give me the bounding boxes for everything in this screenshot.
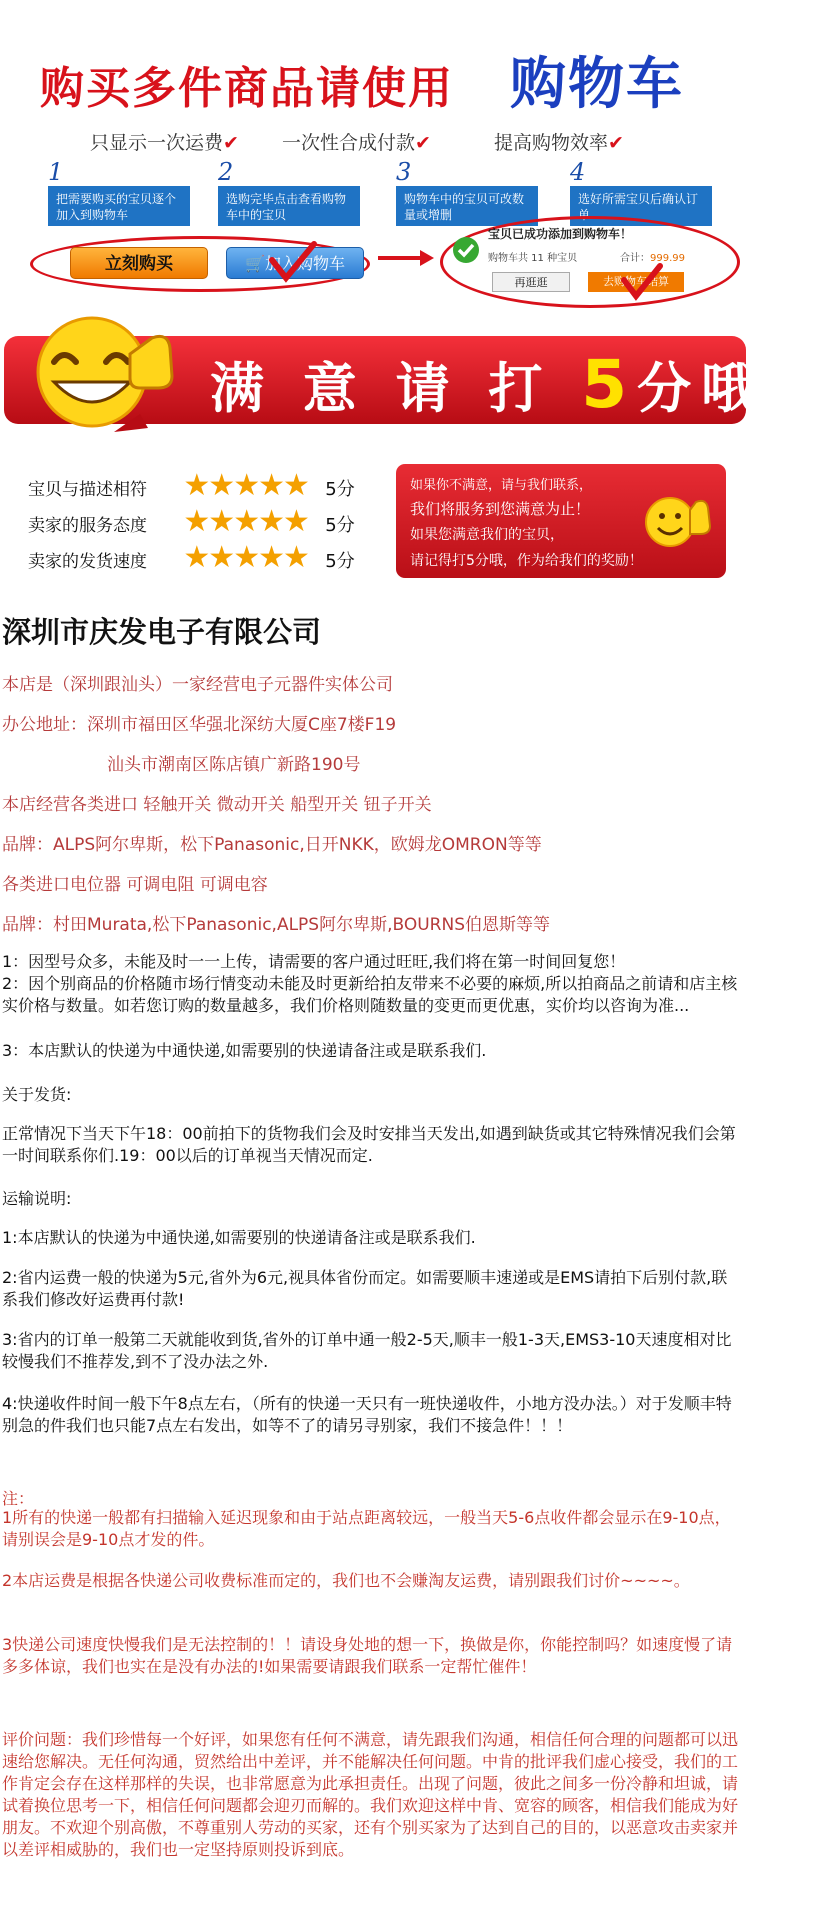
rating-banner-title: 满 意 请 打 5分哦！ — [210, 346, 829, 423]
feature-item: 一次性合成付款✔ — [282, 132, 431, 154]
feature-item: 提高购物效率✔ — [494, 132, 624, 154]
arrow-right-icon — [378, 248, 436, 268]
transport-item: 1:本店默认的快递为中通快递,如需要别的快递请备注或是联系我们. — [2, 1228, 476, 1247]
office-address-2: 汕头市潮南区陈店镇广新路190号 — [107, 755, 361, 775]
shipping-heading: 关于发货: — [2, 1085, 72, 1104]
transport-item: 3:省内的订单一般第二天就能收到货,省外的订单中通一般2-5天,顺丰一般1-3天,EMS3-10天速度相对比较慢我们不推荐发,到不了没办法之外. — [2, 1330, 732, 1371]
add-to-cart-button[interactable]: 🛒加入购物车 — [226, 247, 364, 279]
transport-heading: 运输说明: — [2, 1189, 72, 1208]
brand-line: 品牌：ALPS阿尔卑斯，松下Panasonic,日开NKK，欧姆龙OMRON等等 — [2, 835, 542, 855]
notes-heading: 注： — [2, 1489, 35, 1508]
buy-now-button[interactable]: 立刻购买 — [70, 247, 208, 279]
checkmark-icon: ✔ — [608, 132, 624, 154]
smiley-thumbs-up-icon — [640, 490, 720, 552]
smiley-thumbs-up-icon — [14, 308, 184, 438]
checkmark-icon: ✔ — [223, 132, 239, 154]
rating-row: 卖家的服务态度 ★★★★★ 5分 — [28, 504, 355, 539]
note-item: 1所有的快递一般都有扫描输入延迟现象和由于站点距离较远，一般当天5-6点收件都会显示在9-10点，请别误会是9-10点才发的件。 — [2, 1508, 731, 1549]
star-icons: ★★★★★ — [183, 504, 308, 539]
step-label: 选购完毕点击查看购物车中的宝贝 — [218, 186, 360, 226]
feature-item: 只显示一次运费✔ — [90, 132, 239, 154]
step-label: 选好所需宝贝后确认订单 — [570, 186, 712, 226]
success-icon — [452, 236, 480, 264]
cart-added-message: 宝贝已成功添加到购物车！ — [488, 227, 633, 241]
continue-shopping-button[interactable]: 再逛逛 — [492, 272, 570, 292]
brand-line: 品牌：村田Murata,松下Panasonic,ALPS阿尔卑斯,BOURNS伯恩斯等等 — [2, 915, 550, 935]
note-item: 3快递公司速度快慢我们是无法控制的！！请设身处地的想一下，换做是你，你能控制吗？如速度慢了请多多体谅，我们也实在是没有办法的!如果需要请跟我们联系一定帮忙催件！ — [2, 1635, 733, 1676]
product-line: 本店经营各类进口 轻触开关 微动开关 船型开关 钮子开关 — [2, 795, 432, 815]
notice-item: 3：本店默认的快递为中通快递,如需要别的快递请备注或是联系我们. — [2, 1041, 487, 1060]
checkmark-icon: ✔ — [415, 132, 431, 154]
satisfaction-note: 如果你不满意，请与我们联系， 我们将服务到您满意为止！ 如果您满意我们的宝贝， 请记得打5分哦，作为给我们的奖励！ — [396, 464, 726, 578]
note-item: 2本店运费是根据各快递公司收费标准而定的，我们也不会赚淘友运费，请别跟我们讨价~~~~。 — [2, 1571, 690, 1590]
transport-item: 4:快递收件时间一般下午8点左右，（所有的快递一天只有一班快递收件，小地方没办法。）对于发顺丰特别急的件我们也只能7点左右发出，如等不了的请另寻别家，我们不接急件！！！ — [2, 1394, 732, 1435]
star-icons: ★★★★★ — [183, 468, 308, 503]
step-1: 1 把需要购买的宝贝逐个加入到购物车 — [48, 158, 190, 226]
cart-banner-title-highlight: 购物车 — [510, 52, 684, 117]
cart-total: 合计：999.99 — [620, 253, 685, 264]
step-label: 购物车中的宝贝可改数量或增删 — [396, 186, 538, 226]
note-item: 评价问题：我们珍惜每一个好评，如果您有任何不满意，请先跟我们沟通，相信任何合理的问题都可以迅速给您解决。无任何沟通，贸然给出中差评，并不能解决任何问题。中肯的批评我们虚心接受，我们的工作肯定会存在这样那样的失误，也非常愿意为此承担责任。出现了问题，彼此之间多一份冷静和坦诚，请试着换位思考一下，相信任何问题都会迎刃而解的。我们欢迎这样中肯、宽容的顾客，相信我们能成为好朋友。不欢迎个别高傲，不尊重别人劳动的买家，还有个别买家为了达到自己的目的，以恶意攻击卖家并以差评相威胁的，我们也一定坚持原则投诉到底。 — [2, 1730, 739, 1859]
notice-item: 2：因个别商品的价格随市场行情变动未能及时更新给拍友带来不必要的麻烦,所以拍商品之前请和店主核实价格与数量。如若您订购的数量越多，我们价格则随数量的变更而更优惠，实价均以咨询为准... — [2, 974, 738, 1015]
checkout-button[interactable]: 去购物车结算 — [588, 272, 684, 292]
rating-row: 卖家的发货速度 ★★★★★ 5分 — [28, 540, 355, 575]
step-2: 2 选购完毕点击查看购物车中的宝贝 — [218, 158, 360, 226]
cart-item-count: 购物车共 11 种宝贝 — [488, 253, 578, 264]
product-line: 各类进口电位器 可调电阻 可调电容 — [2, 875, 268, 895]
star-icons: ★★★★★ — [183, 540, 308, 575]
cart-banner-title: 购买多件商品请使用 — [40, 63, 454, 114]
step-label: 把需要购买的宝贝逐个加入到购物车 — [48, 186, 190, 226]
step-4: 4 选好所需宝贝后确认订单 — [570, 158, 712, 226]
step-3: 3 购物车中的宝贝可改数量或增删 — [396, 158, 538, 226]
transport-item: 2:省内运费一般的快递为5元,省外为6元,视具体省份而定。如需要顺丰速递或是EMS请拍下后别付款,联系我们修改好运费再付款! — [2, 1268, 728, 1309]
cart-icon: 🛒 — [245, 254, 265, 273]
rating-row: 宝贝与描述相符 ★★★★★ 5分 — [28, 468, 355, 503]
notice-item: 1：因型号众多，未能及时一一上传，请需要的客户通过旺旺,我们将在第一时间回复您！ — [2, 952, 626, 971]
office-address: 办公地址：深圳市福田区华强北深纺大厦C座7楼F19 — [2, 715, 397, 735]
shipping-text: 正常情况下当天下午18：00前拍下的货物我们会及时安排当天发出,如遇到缺货或其它特殊情况我们会第一时间联系你们.19：00以后的订单视当天情况而定. — [2, 1124, 736, 1165]
company-intro: 本店是（深圳跟汕头）一家经营电子元器件实体公司 — [2, 675, 393, 695]
checkmark-icon — [620, 262, 664, 302]
checkmark-icon — [268, 240, 318, 286]
company-name: 深圳市庆发电子有限公司 — [2, 615, 322, 649]
